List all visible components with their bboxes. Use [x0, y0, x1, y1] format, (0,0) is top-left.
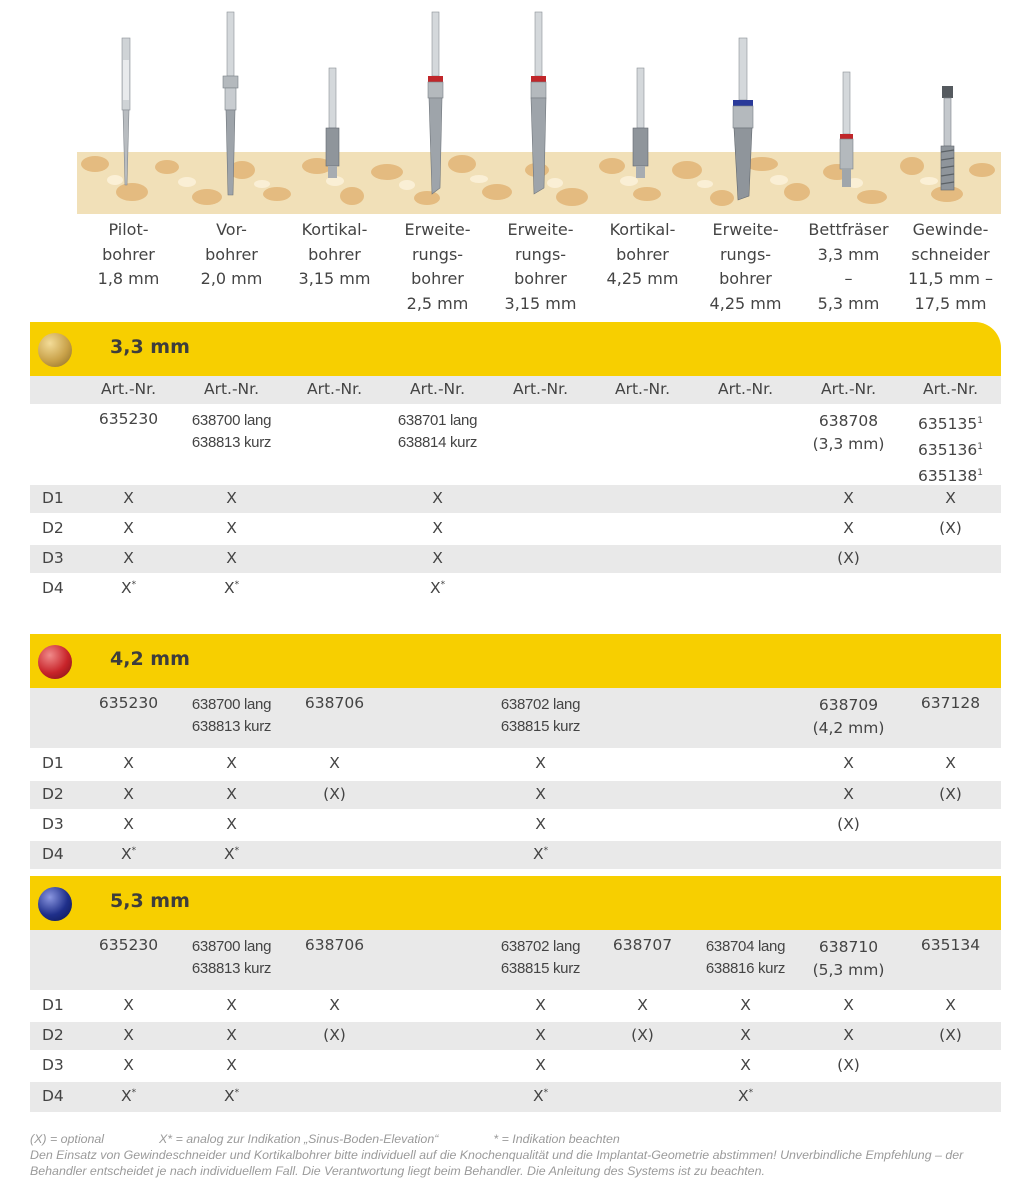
art-nr-label: Art.-Nr. [203, 380, 260, 398]
indication-mark: X [535, 1056, 546, 1074]
legend-indication: * = Indikation beachten [493, 1132, 620, 1146]
article-number: 635134 [920, 936, 981, 954]
art-nr-label: Art.-Nr. [922, 380, 979, 398]
density-label: D3 [42, 815, 64, 833]
article-number: 638702 lang 638815 kurz [500, 938, 581, 977]
tool-label: Kortikal- bohrer 3,15 mm [298, 220, 371, 288]
pre-drill-icon [179, 0, 281, 214]
density-label: D2 [42, 519, 64, 537]
thread-cutter-icon [897, 0, 999, 214]
indication-mark: X [740, 996, 751, 1014]
indication-mark: X [843, 489, 854, 507]
article-number: 638702 lang 638815 kurz [500, 696, 581, 735]
article-number: 638704 lang 638816 kurz [705, 938, 786, 977]
indication-mark: (X) [323, 785, 346, 803]
indication-mark: (X) [837, 549, 860, 567]
tool-label: Erweite- rungs- bohrer 2,5 mm [404, 220, 471, 313]
indication-mark: X [329, 996, 340, 1014]
art-nr-label: Art.-Nr. [820, 380, 877, 398]
legend-analog: X* = analog zur Indikation „Sinus-Boden-Elevation“ [159, 1132, 439, 1146]
indication-mark: X [843, 754, 854, 772]
indication-mark: X [740, 1056, 751, 1074]
indication-mark: X* [737, 1087, 754, 1105]
section-title: 5,3 mm [110, 890, 190, 912]
indication-mark: X [123, 815, 134, 833]
article-number: 638710 (5,3 mm) [812, 938, 885, 979]
tool-label: Erweite- rungs- bohrer 4,25 mm [709, 220, 782, 313]
indication-mark: X [843, 519, 854, 537]
indication-mark: X [432, 549, 443, 567]
indication-mark: X [123, 549, 134, 567]
indication-mark: X [226, 1026, 237, 1044]
density-row-d4 [30, 1082, 1001, 1112]
indication-mark: X [123, 489, 134, 507]
article-number: 635230 [98, 694, 159, 712]
indication-mark: X [843, 996, 854, 1014]
indication-mark: X [226, 785, 237, 803]
indication-mark: X* [532, 845, 549, 863]
article-number: 637128 [920, 694, 981, 712]
indication-mark: X [123, 1056, 134, 1074]
indication-mark: X [843, 1026, 854, 1044]
section-header-4-2mm [30, 634, 1001, 688]
indication-mark: X [535, 785, 546, 803]
legend-optional: (X) = optional [30, 1132, 105, 1146]
indication-mark: (X) [631, 1026, 654, 1044]
density-label: D3 [42, 549, 64, 567]
article-number: 638706 [304, 936, 365, 954]
indication-mark: X [226, 815, 237, 833]
density-row-d3 [30, 545, 1001, 573]
indication-mark: X [123, 754, 134, 772]
widening-drill-icon [692, 0, 794, 214]
indication-mark: (X) [939, 785, 962, 803]
art-nr-label: Art.-Nr. [409, 380, 466, 398]
indication-mark: (X) [939, 519, 962, 537]
density-row-d1 [30, 485, 1001, 513]
art-nr-values-row [30, 688, 1001, 748]
indication-mark: X [123, 785, 134, 803]
indication-mark: X [226, 754, 237, 772]
indication-mark: X [535, 754, 546, 772]
indication-mark: X [329, 754, 340, 772]
cortical-drill-icon [590, 0, 692, 214]
density-row-d2 [30, 781, 1001, 809]
bed-cutter-icon [795, 0, 897, 214]
art-nr-label: Art.-Nr. [614, 380, 671, 398]
disclaimer-text: Den Einsatz von Gewindeschneider und Kortikalbohrer bitte individuell auf die Knochenqualität und die Implantat-Geometrie abstimmen! Unverbindliche Empfehlung – der Behandler entscheidet je nach individuellem Fall. Die Verantwortung liegt beim Behandler. Die Anleitung des Systems ist zu beachten. [30, 1148, 964, 1178]
indication-mark: X [226, 549, 237, 567]
tool-label: Gewinde- schneider 11,5 mm – 17,5 mm [908, 220, 993, 313]
indication-mark: X [637, 996, 648, 1014]
article-number: 635135$^1$ 635136$^1$ 635138$^1$ [918, 415, 983, 486]
section-header-5-3mm [30, 876, 1001, 930]
indication-mark: (X) [837, 815, 860, 833]
density-row-d2 [30, 515, 1001, 543]
art-nr-values-row [30, 930, 1001, 990]
density-row-d1 [30, 992, 1001, 1020]
density-label: D4 [42, 1087, 64, 1105]
article-number: 635230 [98, 936, 159, 954]
density-row-d4 [30, 841, 1001, 869]
article-number: 638701 lang 638814 kurz [397, 412, 478, 451]
pilot-drill-icon [77, 0, 179, 214]
indication-mark: X [432, 489, 443, 507]
implant-diameter-ball-icon [38, 333, 72, 367]
widening-drill-icon [384, 0, 486, 214]
section-title: 4,2 mm [110, 648, 190, 670]
tool-images-strip [77, 0, 1001, 214]
implant-diameter-ball-icon [38, 645, 72, 679]
density-label: D2 [42, 1026, 64, 1044]
density-row-d4 [30, 575, 1001, 603]
indication-mark: X* [223, 1087, 240, 1105]
indication-mark: X [123, 1026, 134, 1044]
widening-drill-icon [487, 0, 589, 214]
indication-mark: (X) [323, 1026, 346, 1044]
indication-mark: X [123, 519, 134, 537]
density-label: D4 [42, 845, 64, 863]
indication-mark: X [740, 1026, 751, 1044]
art-nr-label: Art.-Nr. [717, 380, 774, 398]
indication-mark: X [226, 489, 237, 507]
density-label: D2 [42, 785, 64, 803]
indication-mark: X [226, 996, 237, 1014]
indication-mark: X [226, 519, 237, 537]
article-number: 638709 (4,2 mm) [812, 696, 885, 737]
indication-mark: X* [120, 1087, 137, 1105]
tool-label: Kortikal- bohrer 4,25 mm [606, 220, 679, 288]
indication-mark: X* [532, 1087, 549, 1105]
indication-mark: X [843, 785, 854, 803]
indication-mark: (X) [939, 1026, 962, 1044]
article-number: 638700 lang 638813 kurz [191, 696, 272, 735]
indication-mark: X [945, 996, 956, 1014]
tool-label: Bettfräser 3,3 mm – 5,3 mm [808, 220, 889, 313]
article-number: 638700 lang 638813 kurz [191, 938, 272, 977]
footnote [30, 1131, 1005, 1179]
density-label: D4 [42, 579, 64, 597]
indication-mark: X [432, 519, 443, 537]
tool-label: Pilot- bohrer 1,8 mm [97, 220, 160, 288]
article-number: 638707 [612, 936, 673, 954]
indication-mark: X [535, 996, 546, 1014]
indication-mark: X* [223, 579, 240, 597]
implant-diameter-ball-icon [38, 887, 72, 921]
indication-mark: X [226, 1056, 237, 1074]
art-nr-label: Art.-Nr. [306, 380, 363, 398]
density-label: D1 [42, 489, 64, 507]
article-number: 635230 [98, 410, 159, 428]
indication-mark: X* [429, 579, 446, 597]
indication-mark: X [535, 1026, 546, 1044]
article-number: 638706 [304, 694, 365, 712]
section-title: 3,3 mm [110, 336, 190, 358]
article-number: 638700 lang 638813 kurz [191, 412, 272, 451]
density-row-d2 [30, 1022, 1001, 1050]
indication-mark: X [945, 754, 956, 772]
indication-mark: (X) [837, 1056, 860, 1074]
density-row-d3 [30, 811, 1001, 839]
density-row-d1 [30, 750, 1001, 778]
tool-label: Erweite- rungs- bohrer 3,15 mm [504, 220, 577, 313]
cortical-drill-icon [282, 0, 384, 214]
tool-label: Vor- bohrer 2,0 mm [200, 220, 263, 288]
density-label: D3 [42, 1056, 64, 1074]
indication-mark: X [535, 815, 546, 833]
density-row-d3 [30, 1052, 1001, 1080]
density-label: D1 [42, 996, 64, 1014]
section-header-3-3mm [30, 322, 1001, 376]
indication-mark: X [945, 489, 956, 507]
art-nr-header-row [30, 376, 1001, 404]
art-nr-label: Art.-Nr. [100, 380, 157, 398]
art-nr-values-row [30, 406, 1001, 484]
indication-mark: X* [120, 579, 137, 597]
density-label: D1 [42, 754, 64, 772]
article-number: 638708 (3,3 mm) [812, 412, 885, 453]
indication-mark: X* [120, 845, 137, 863]
indication-mark: X [123, 996, 134, 1014]
art-nr-label: Art.-Nr. [512, 380, 569, 398]
legend-line [30, 1131, 1005, 1147]
indication-mark: X* [223, 845, 240, 863]
